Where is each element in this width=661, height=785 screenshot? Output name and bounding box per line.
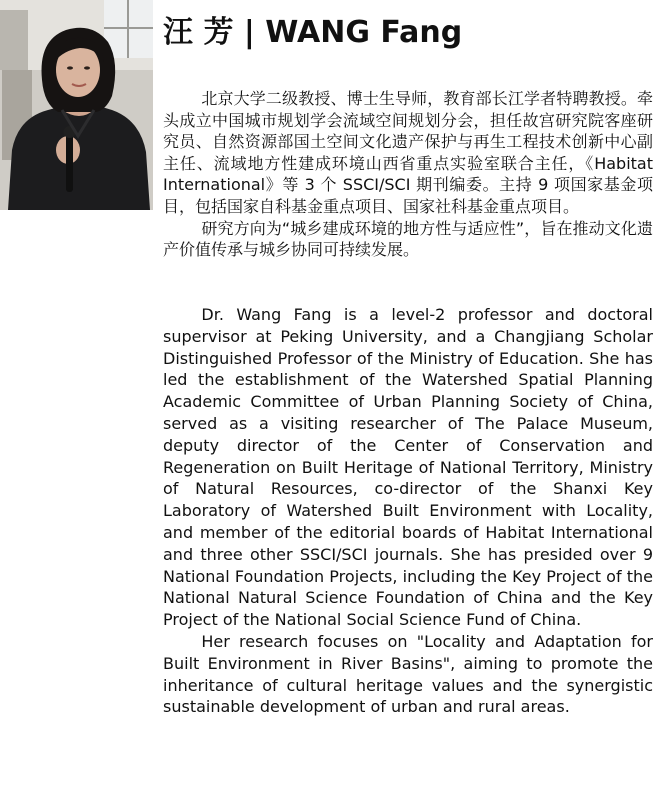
bio-en-paragraph-2: Her research focuses on "Locality and Adaptation for Built Environment in River Basins", aiming to promote the inheritance of cultural heritage values and the synergistic sustainable development of urban and rural areas.	[163, 631, 653, 717]
bio-zh-paragraph-2: 研究方向为“城乡建成环境的地方性与适应性”，旨在推动文化遗产价值传承与城乡协同可持续发展。	[163, 218, 653, 260]
bio-zh-paragraph-1: 北京大学二级教授、博士生导师，教育部长江学者特聘教授。牵头成立中国城市规划学会流域空间规划分会，担任故宫研究院客座研究员、自然资源部国土空间文化遗产保护与再生工程技术创新中心副主任、流域地方性建成环境山西省重点实验室联合主任，《Habitat International》等 3 个 SSCI/SCI 期刊编委。主持 9 项国家基金项目，包括国家自科基金重点项目、国家社科基金重点项目。	[163, 89, 653, 216]
bio-chinese	[163, 88, 653, 261]
portrait-illustration	[0, 0, 153, 210]
name-heading: 汪 芳 | WANG Fang	[163, 15, 463, 50]
bio-english	[163, 304, 653, 718]
bio-en-paragraph-1: Dr. Wang Fang is a level-2 professor and doctoral supervisor at Peking University, and a Changjiang Scholar Distinguished Professor of the Ministry of Education. She has led the establishment of the Watershed Spatial Planning Academic Committee of Urban Planning Society of China, served as a visiting researcher of The Palace Museum, deputy director of the Center of Conservation and Regeneration on Built Heritage of National Territory, Ministry of Natural Resources, co-director of the Shanxi Key Laboratory of Watershed Built Environment with Locality, and member of the editorial boards of Habitat International and three other SSCI/SCI journals. She has presided over 9 National Foundation Projects, including the Key Project of the National Natural Science Foundation of China and the Key Project of the National Social Science Fund of China.	[163, 305, 653, 630]
portrait-photo	[0, 0, 153, 210]
